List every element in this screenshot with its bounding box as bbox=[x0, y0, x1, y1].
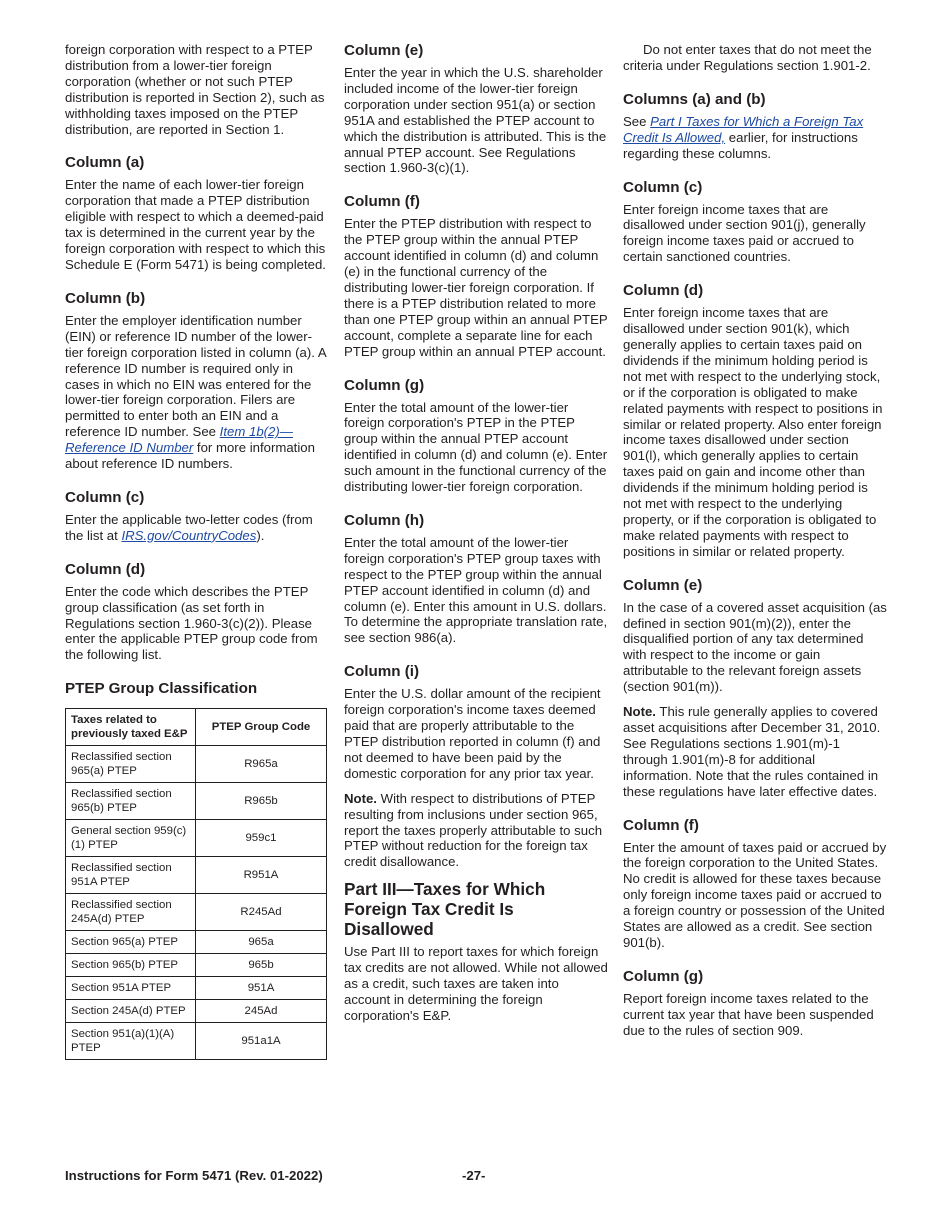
heading-column-d: Column (d) bbox=[65, 560, 146, 578]
table-cell-taxes: Reclassified section 245A(d) PTEP bbox=[66, 894, 196, 931]
table-row bbox=[66, 1023, 327, 1060]
column-f-text-right: Enter the amount of taxes paid or accrued by the foreign corporation to the United States. No credit is allowed for these taxes because only foreign income taxes paid or accrued to a foreign country or possession of the United States are allowed as a credit. See section 901(b). bbox=[623, 839, 887, 950]
intro-paragraph-right: Do not enter taxes that do not meet the criteria under Regulations section 1.901-2. bbox=[623, 42, 872, 73]
heading-column-c-right: Column (c) bbox=[623, 178, 703, 196]
table-cell-code: R245Ad bbox=[196, 894, 327, 931]
heading-column-h: Column (h) bbox=[344, 511, 425, 529]
heading-column-f-right: Column (f) bbox=[623, 816, 699, 834]
column-g-text: Enter the total amount of the lower-tier foreign corporation's PTEP in the PTEP group within the annual PTEP account identified in column (d) and column (e). Enter such amount in the functional currency of the distributing lower-tier foreign corporation. bbox=[344, 399, 608, 495]
note-label-right: Note. bbox=[623, 704, 656, 720]
table-row bbox=[66, 857, 327, 894]
table-cell-taxes: Section 951A PTEP bbox=[66, 977, 196, 1000]
table-cell-taxes: Section 245A(d) PTEP bbox=[66, 1000, 196, 1023]
heading-columns-a-b: Columns (a) and (b) bbox=[623, 90, 766, 108]
column-i-text: Enter the U.S. dollar amount of the recipient foreign corporation's income taxes deemed paid that are properly attributable to the PTEP distribution reported in column (f) and not deemed to have been paid by the domestic corporation for any prior tax year. bbox=[344, 686, 601, 781]
table-cell-code: 959c1 bbox=[196, 820, 327, 857]
country-codes-link[interactable]: IRS.gov/CountryCodes bbox=[121, 527, 257, 543]
table-cell-code: 951A bbox=[196, 977, 327, 1000]
table-row bbox=[66, 820, 327, 857]
column-g-text-right: Report foreign income taxes related to the current tax year that have been suspended due to the rules of section 909. bbox=[623, 990, 874, 1038]
intro-paragraph: foreign corporation with respect to a PTEP distribution from a lower-tier foreign corporation (whether or not such PTEP distribution is reported in Section 2), such as withholding taxes imposed on the PTEP distribution, are reported in Section 1. bbox=[65, 42, 325, 137]
column-e-text-right: In the case of a covered asset acquisition (as defined in section 901(m)(2)), enter the disqualified portion of any tax determined with respect to the income or gain attributable to the relevant foreign assets (section 901(m)). bbox=[623, 599, 887, 695]
table-row bbox=[66, 977, 327, 1000]
table-cell-code: 965a bbox=[196, 931, 327, 954]
ptep-group-table bbox=[65, 708, 327, 1060]
note-text-right: This rule generally applies to covered asset acquisitions after December 31, 2010. See Regulations sections 1.901(m)-1 through 1.901(m)-8 for additional information. Note that the rules contained in these regulations have later effective dates. bbox=[623, 704, 881, 799]
columns-a-b-text-2: earlier, for instructions regarding these columns. bbox=[623, 129, 858, 161]
reference-id-link[interactable]: Item 1b(2)—Reference ID Number bbox=[65, 424, 293, 456]
note-label: Note. bbox=[344, 790, 377, 806]
columns-a-b-text-1: See bbox=[623, 113, 651, 129]
columns-a-b-text bbox=[623, 114, 887, 162]
column-d-text: Enter the code which describes the PTEP group classification (as set forth in Regulations section 1.960-3(c)(2)). Please enter the applicable PTEP group code from the following list. bbox=[65, 583, 318, 663]
heading-column-e: Column (e) bbox=[344, 42, 424, 59]
table-cell-taxes: Section 965(b) PTEP bbox=[66, 954, 196, 977]
column-a-text: Enter the name of each lower-tier foreign corporation that made a PTEP distribution eligible with respect to which a deemed-paid tax is determined in the current year by the foreign corporation with respect to which this Schedule E (Form 5471) is being completed. bbox=[65, 177, 326, 272]
table-row bbox=[66, 1000, 327, 1023]
table-cell-taxes: Reclassified section 965(a) PTEP bbox=[66, 746, 196, 783]
column-d-text-right: Enter foreign income taxes that are disallowed under section 901(k), which generally applies to certain taxes paid on dividends if the minimum holding period is not met with respect to the underlying stock, or if the corporation is obligated to make related payments with respect to positions in similar or related property. Also enter foreign income taxes disallowed under section 901(l), which generally applies to certain taxes paid on gain and income other than dividends if the minimum holding period is not met with respect to the underlying property, or if the corporation is obligated to make related payments with respect to positions in similar or related property. bbox=[623, 305, 883, 559]
column-c-text-right: Enter foreign income taxes that are disallowed under section 901(j), generally foreign income taxes paid or accrued to certain sanctioned countries. bbox=[623, 201, 866, 265]
column-c-text-1: Enter the applicable two-letter codes (from the list at bbox=[65, 511, 313, 543]
table-cell-taxes: Reclassified section 965(b) PTEP bbox=[66, 783, 196, 820]
table-cell-taxes: Section 951(a)(1)(A) PTEP bbox=[66, 1023, 196, 1060]
heading-part-3: Part III—Taxes for Which Foreign Tax Credit Is Disallowed bbox=[344, 879, 546, 940]
note-paragraph-right bbox=[623, 704, 887, 799]
part-3-text: Use Part III to report taxes for which foreign tax credits are not allowed. While not allowed as a credit, such taxes are taken into account in determining the foreign corporation's E&P. bbox=[344, 944, 608, 1023]
column-c-text bbox=[65, 512, 327, 544]
table-header-taxes: Taxes related to previously taxed E&P bbox=[66, 709, 196, 746]
table-cell-code: 965b bbox=[196, 954, 327, 977]
column-middle bbox=[344, 42, 608, 1024]
heading-column-i: Column (i) bbox=[344, 663, 420, 681]
footer-title: Instructions for Form 5471 (Rev. 01-2022) bbox=[65, 1168, 323, 1183]
heading-column-a: Column (a) bbox=[65, 154, 145, 172]
column-b-text-2: for more information about reference ID numbers. bbox=[65, 440, 315, 472]
ptep-table-title: PTEP Group Classification bbox=[65, 680, 258, 698]
table-cell-code: R951A bbox=[196, 857, 327, 894]
table-row bbox=[66, 954, 327, 977]
heading-column-e-right: Column (e) bbox=[623, 576, 703, 594]
heading-column-b: Column (b) bbox=[65, 289, 146, 307]
table-cell-code: 951a1A bbox=[196, 1023, 327, 1060]
note-text: With respect to distributions of PTEP resulting from inclusions under section 965, report the taxes properly attributable to such PTEP without reduction for the foreign tax credit disallowance. bbox=[344, 790, 603, 870]
table-cell-code: R965b bbox=[196, 783, 327, 820]
table-cell-code: R965a bbox=[196, 746, 327, 783]
table-cell-taxes: Reclassified section 951A PTEP bbox=[66, 857, 196, 894]
heading-column-d-right: Column (d) bbox=[623, 282, 704, 300]
table-row bbox=[66, 931, 327, 954]
page-number: -27- bbox=[462, 1168, 486, 1183]
column-f-text: Enter the PTEP distribution with respect to the PTEP group within the annual PTEP account identified in column (d) and column (e) in the functional currency of the distributing lower-tier foreign corporation. If there is a PTEP distribution related to more than one PTEP group within an annual PTEP account, complete a separate line for each PTEP group within an annual PTEP account. bbox=[344, 216, 608, 359]
heading-column-f: Column (f) bbox=[344, 193, 420, 211]
note-paragraph bbox=[344, 791, 608, 871]
column-h-text: Enter the total amount of the lower-tier foreign corporation's PTEP group taxes with respect to the PTEP group within the annual PTEP account identified in column (d) and column (e). Enter this amount in U.S. dollars. To determine the appropriate translation rate, see section 986(a). bbox=[344, 534, 608, 646]
column-b-text-1: Enter the employer identification number (EIN) or reference ID number of the lower-tier foreign corporation listed in column (a). A reference ID number is required only in cases in which no EIN was entered for the lower-tier foreign corporation. Filers are permitted to enter both an EIN and a reference ID number. See bbox=[65, 312, 326, 440]
column-c-text-2: ). bbox=[256, 527, 265, 543]
heading-column-g: Column (g) bbox=[344, 376, 425, 394]
column-e-text: Enter the year in which the U.S. shareholder included income of the lower-tier foreign corporation under section 951(a) or section 951A and established the PTEP account to which the distribution is attributed. This is the annual PTEP account. See Regulations section 1.960-3(c)(1). bbox=[344, 65, 607, 176]
column-left bbox=[65, 42, 327, 1060]
column-b-text bbox=[65, 313, 327, 472]
table-row bbox=[66, 894, 327, 931]
table-cell-code: 245Ad bbox=[196, 1000, 327, 1023]
table-cell-taxes: Section 965(a) PTEP bbox=[66, 931, 196, 954]
table-row bbox=[66, 783, 327, 820]
table-header-row bbox=[66, 709, 327, 746]
table-header-code: PTEP Group Code bbox=[196, 709, 327, 746]
table-cell-taxes: General section 959(c)(1) PTEP bbox=[66, 820, 196, 857]
column-right bbox=[623, 42, 887, 1039]
heading-column-c: Column (c) bbox=[65, 488, 145, 506]
table-row bbox=[66, 746, 327, 783]
heading-column-g-right: Column (g) bbox=[623, 967, 704, 985]
part-1-link[interactable]: Part I Taxes for Which a Foreign Tax Credit Is Allowed, bbox=[623, 113, 864, 145]
